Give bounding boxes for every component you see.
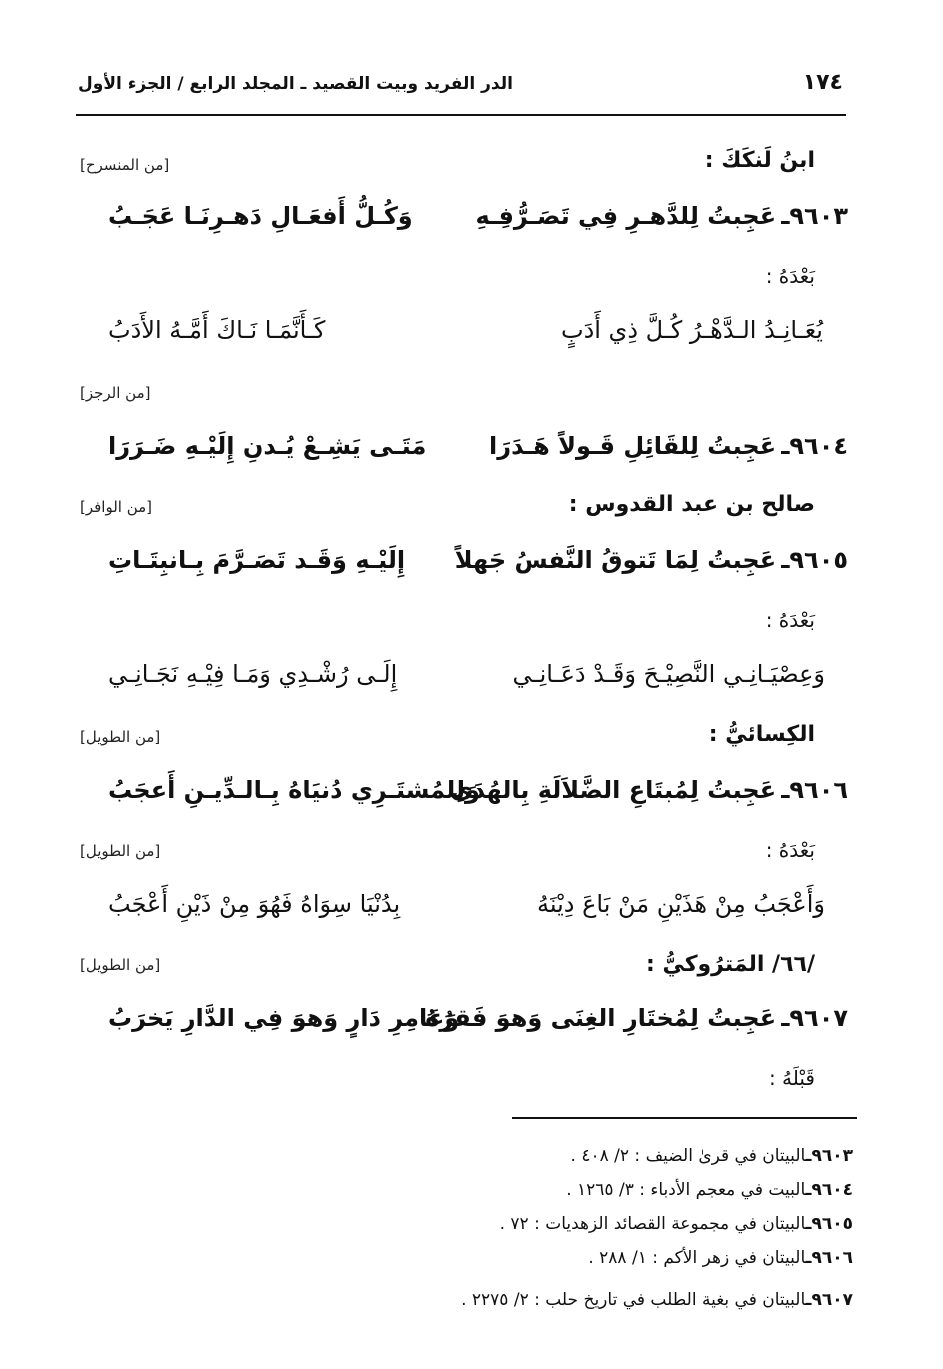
- verse-number: ٩٦٠٦ـ: [781, 776, 848, 804]
- footnote-number: ٩٦٠٤ـ: [805, 1180, 853, 1200]
- footnote: [588, 1248, 853, 1268]
- follow-first-hemistich: وَأَعْجَبُ مِنْ هَذَيْنِ مَنْ بَاعَ دِيْنَهُ: [536, 890, 825, 918]
- footnote: [566, 1180, 853, 1200]
- footnote-text: البيتان في بغية الطلب في تاريخ حلب : ٢/ ٢٢٧٥ .: [461, 1290, 806, 1310]
- first-hemistich: عَجِبتُ لِلقَائِلِ قَـولاً هَـدَرَا: [489, 432, 777, 460]
- footnote: [461, 1290, 853, 1310]
- follow-first-hemistich: وَعِصْيَـانِـي النَّصِيْـحَ وَقَـدْ دَعَـانِـي: [512, 660, 825, 688]
- second-hemistich: وَلِلمُشتَـرِي دُنيَاهُ بِـالـدِّيـنِ أَعجَبُ: [108, 776, 480, 804]
- footnote-number: ٩٦٠٥ـ: [805, 1214, 853, 1234]
- meter-label: [من الطويل]: [80, 728, 161, 746]
- first-hemistich: عَجِبتُ لِمَا تَتوقُ النَّفسُ جَهلاً: [454, 546, 777, 574]
- header-rule: [76, 114, 846, 116]
- footnote: [500, 1214, 853, 1234]
- first-hemistich: عَجِبتُ لِمُبتَاعِ الضَّلاَلَةِ بِالهُدَى: [450, 776, 777, 804]
- verse-row: [451, 776, 848, 804]
- meter-label: [من الطويل]: [80, 956, 161, 974]
- attribution: ابنُ لَنكَكَ :: [704, 148, 815, 173]
- follow-first-hemistich: يُعَـانِـدُ الـدَّهْـرُ كُـلَّ ذِي أَدَبٍ: [560, 316, 823, 344]
- page-number: ١٧٤: [802, 70, 843, 95]
- footnote-text: البيتان في قرىٰ الضيف : ٢/ ٤٠٨ .: [570, 1146, 806, 1166]
- ordering-note: بَعْدَهُ :: [765, 838, 815, 862]
- verse-number: ٩٦٠٤ـ: [781, 432, 848, 460]
- first-hemistich: عَجِبتُ لِمُختَارِ الغِنَى وَهوَ فَقرُهُ: [425, 1004, 777, 1032]
- follow-second-hemistich: إِلَـى رُشْـدِي وَمَـا فِيْـهِ نَجَـانِـي: [108, 660, 398, 688]
- verse-row: [425, 1004, 848, 1032]
- ordering-note: بَعْدَهُ :: [765, 608, 815, 632]
- follow-second-hemistich: كَـأَنَّمَـا نَـاكَ أَمَّـهُ الأَدَبُ: [108, 316, 326, 344]
- footnote-number: ٩٦٠٧ـ: [805, 1290, 853, 1310]
- verse-row: [455, 546, 848, 574]
- attribution: الكِسائيُّ :: [708, 722, 815, 747]
- meter-label: [من الطويل]: [80, 842, 161, 860]
- ordering-note: قَبْلَهُ :: [768, 1066, 815, 1090]
- attribution: /٦٦/ المَترُوكيُّ :: [645, 952, 815, 977]
- verse-row: [475, 202, 848, 230]
- meter-label: [من الوافر]: [80, 498, 153, 516]
- verse-number: ٩٦٠٥ـ: [781, 546, 848, 574]
- meter-label: [من الرجز]: [80, 384, 151, 402]
- footnote-text: البيتان في زهر الأكم : ١/ ٢٨٨ .: [588, 1248, 806, 1268]
- first-hemistich: عَجِبتُ لِلدَّهـرِ فِي تَصَـرُّفِـهِ: [475, 202, 777, 230]
- running-title: الدر الفريد وبيت القصيد ـ المجلد الرابع / الجزء الأول: [78, 74, 513, 94]
- second-hemistich: وَعَامِرِ دَارٍ وَهوَ فِي الدَّارِ يَخرَبُ: [108, 1004, 460, 1032]
- verse-row: [489, 432, 848, 460]
- ordering-note: بَعْدَهُ :: [765, 264, 815, 288]
- footnote-number: ٩٦٠٣ـ: [805, 1146, 853, 1166]
- meter-label: [من المنسرح]: [80, 156, 170, 174]
- footnote: [571, 1146, 853, 1166]
- second-hemistich: إِلَيْـهِ وَقَـد تَصَـرَّمَ بِـانبِتَـاتِ: [108, 546, 406, 574]
- second-hemistich: وَكُـلُّ أَفعَـالِ دَهـرِنَـا عَجَـبُ: [108, 202, 413, 230]
- verse-number: ٩٦٠٣ـ: [781, 202, 848, 230]
- footnote-text: البيتان في مجموعة القصائد الزهديات : ٧٢ .: [499, 1214, 806, 1234]
- footnote-text: البيت في معجم الأدباء : ٣/ ١٢٦٥ .: [566, 1180, 806, 1200]
- follow-second-hemistich: بِدُنْيَا سِوَاهُ فَهُوَ مِنْ ذَيْنِ أَعْجَبُ: [108, 890, 401, 918]
- verse-number: ٩٦٠٧ـ: [781, 1004, 848, 1032]
- footnote-rule: [512, 1117, 857, 1119]
- second-hemistich: مَتَـى يَشِـعْ يُـدنِ إِلَيْـهِ ضَـرَرَا: [108, 432, 427, 460]
- footnote-number: ٩٦٠٦ـ: [805, 1248, 853, 1268]
- attribution: صالح بن عبد القدوس :: [568, 492, 815, 517]
